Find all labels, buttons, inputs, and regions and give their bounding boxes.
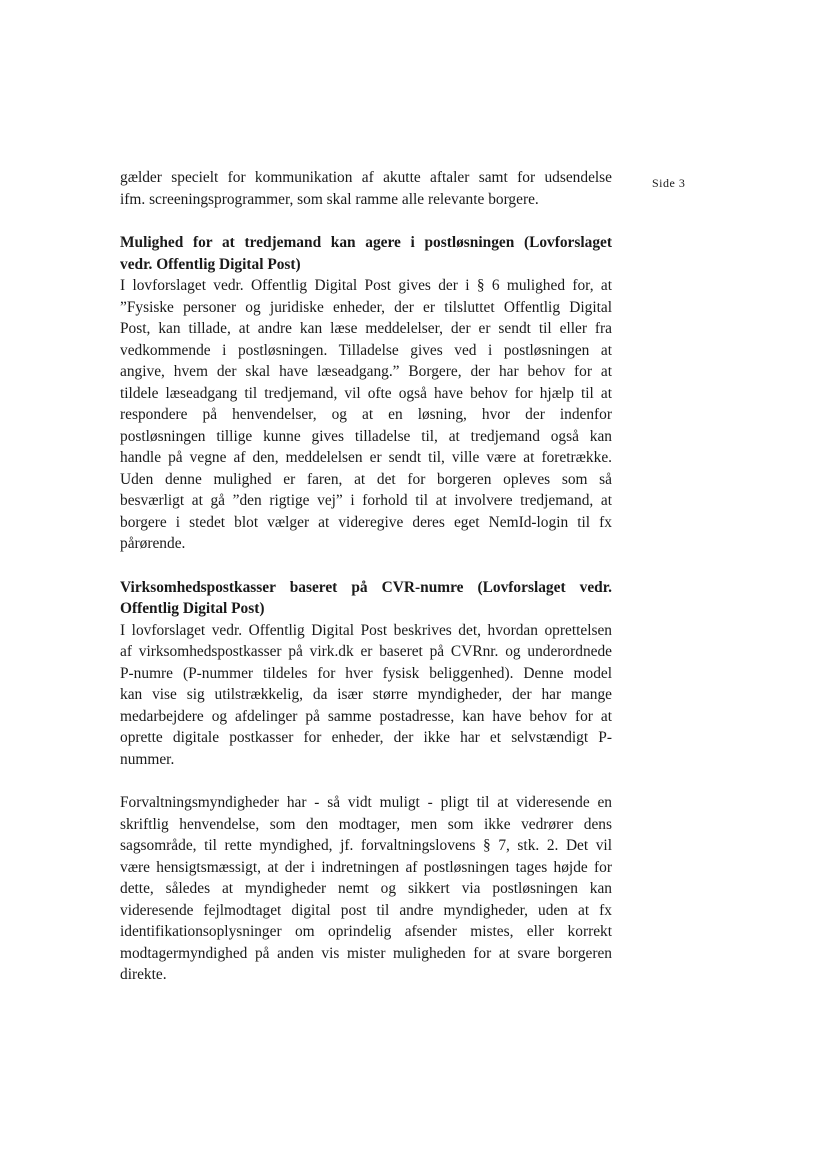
text-line: postløsningen tillige kunne gives tilladelse til, at tredjemand også kan [120, 427, 612, 445]
text-line: nummer. [120, 750, 175, 768]
text-line: respondere på henvendelser, og at en løsning, hvor der indenfor [120, 406, 612, 423]
text-line: ifm. screeningsprogrammer, som skal ramme alle relevante borgere. [120, 190, 539, 208]
text-line: videresende fejlmodtaget digital post til andre myndigheder, uden at fx [120, 901, 612, 919]
text-line: I lovforslaget vedr. Offentlig Digital Post beskrives det, hvordan oprettelsen [120, 621, 612, 639]
text-line: skriftlig henvendelse, som den modtager, men som ikke vedrører dens [120, 815, 612, 833]
text-line: Uden denne mulighed er faren, at det for borgeren opleves som så [120, 470, 612, 488]
section-heading-business-mailboxes [120, 577, 612, 620]
heading-line: Mulighed for at tredjemand kan agere i postløsningen (Lovforslaget [120, 234, 612, 251]
section-paragraph-third-party [120, 275, 612, 555]
text-line: være hensigtsmæssigt, at der i indretningen af postløsningen tages højde for [120, 858, 612, 876]
text-line: sagsområde, til rette myndighed, jf. forvaltningslovens § 7, stk. 2. Det vil [120, 837, 612, 854]
text-line: angive, hvem der skal have læseadgang.” Borgere, der har behov for at [120, 363, 612, 380]
text-line: Forvaltningsmyndigheder har - så vidt muligt - pligt til at videresende en [120, 794, 612, 811]
document-body [120, 167, 612, 986]
heading-line: Offentlig Digital Post) [120, 600, 265, 617]
text-line: medarbejdere og afdelinger på samme postadresse, kan have behov for at [120, 707, 612, 725]
text-line: ”Fysiske personer og juridiske enheder, der er tilsluttet Offentlig Digital [120, 298, 612, 316]
text-line: af virksomhedspostkasser på virk.dk er baseret på CVRnr. og underordnede [120, 643, 612, 660]
text-line: oprette digitale postkasser for enheder, der ikke har et selvstændigt P- [120, 729, 612, 746]
text-line: I lovforslaget vedr. Offentlig Digital Post gives der i § 6 mulighed for, at [120, 277, 612, 294]
text-line: handle på vegne af den, meddelelsen er sendt til, ville være at foretrække. [120, 449, 612, 466]
text-line: gælder specielt for kommunikation af akutte aftaler samt for udsendelse [120, 169, 612, 186]
text-line: pårørende. [120, 535, 186, 552]
text-line: modtagermyndighed på anden vis mister muligheden for at svare borgeren [120, 944, 612, 962]
text-line: direkte. [120, 966, 167, 983]
heading-line: Virksomhedspostkasser baseret på CVR-numre (Lovforslaget vedr. [120, 578, 612, 596]
text-line: besværligt at gå ”den rigtige vej” i forhold til at involvere tredjemand, at [120, 492, 612, 509]
text-line: tildele læseadgang til tredjemand, vil ofte også have behov for hjælp til at [120, 384, 612, 402]
text-line: P-numre (P-nummer tildeles for hver fysisk beliggenhed). Denne model [120, 664, 612, 682]
text-line: Post, kan tillade, at andre kan læse meddelelser, der er sendt til eller fra [120, 320, 612, 337]
heading-line: vedr. Offentlig Digital Post) [120, 255, 301, 273]
intro-paragraph [120, 167, 612, 210]
text-line: vedkommende i postløsningen. Tilladelse gives ved i postløsningen at [120, 341, 612, 359]
section-paragraph-business-mailboxes [120, 620, 612, 771]
text-line: identifikationsoplysninger om oprindelig afsender mistes, eller korrekt [120, 923, 612, 940]
text-line: kan vise sig utilstrækkelig, da især større myndigheder, der har mange [120, 686, 612, 703]
page-number: Side 3 [652, 176, 686, 190]
text-line: dette, således at myndigheder nemt og sikkert via postløsningen kan [120, 880, 612, 897]
section-paragraph-forwarding [120, 792, 612, 986]
text-line: borgere i stedet blot vælger at videregive deres eget NemId-login til fx [120, 513, 612, 531]
section-heading-third-party [120, 232, 612, 275]
